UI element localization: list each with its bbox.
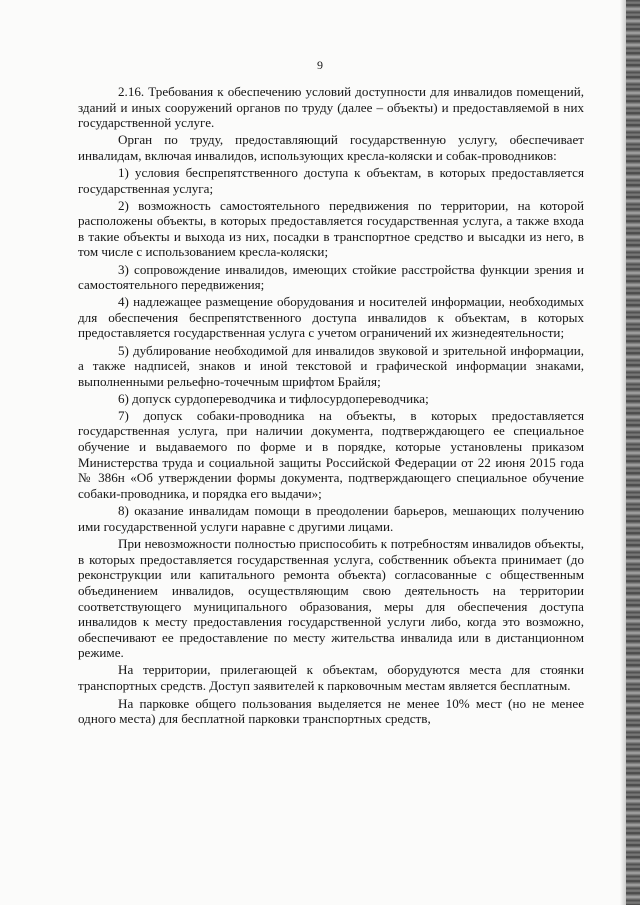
document-body bbox=[78, 84, 584, 728]
paragraph-organ: Орган по труду, предоставляющий государственную услугу, обеспечивает инвалидам, включая инвалидов, использующих кресла-коляски и собак-проводников: bbox=[78, 132, 584, 163]
list-item-7: 7) допуск собаки-проводника на объекты, в которых предоставляется государственная услуга, при наличии документа, подтверждающего ее специальное обучение и выдаваемого по форме и в порядке, которые установлены приказом Министерства труда и социальной защиты Российской Федерации от 22 июня 2015 года № 386н «Об утверждении формы документа, подтверждающего специальное обучение собаки-проводника, и порядка его выдачи»; bbox=[78, 407, 584, 501]
paragraph-parking-quota: На парковке общего пользования выделяется не менее 10% мест (но не менее одного места) для бесплатной парковки транспортных средств, bbox=[78, 695, 584, 727]
list-item-2: 2) возможность самостоятельного передвижения по территории, на которой расположены объекты, в которых предоставляется государственная услуга, а также входа в такие объекты и выхода из них, посадки в транспортное средство и высадки из него, в том числе с использованием кресла-коляски; bbox=[78, 197, 584, 260]
list-item-8: 8) оказание инвалидам помощи в преодолении барьеров, мешающих получению ими государственной услуги наравне с другими лицами. bbox=[78, 502, 584, 534]
list-item-1: 1) условия беспрепятственного доступа к объектам, в которых предоставляется государственная услуга; bbox=[78, 164, 584, 196]
page-number: 9 bbox=[317, 58, 323, 72]
list-item-3: 3) сопровождение инвалидов, имеющих стойкие расстройства функции зрения и самостоятельного передвижения; bbox=[78, 261, 584, 293]
paragraph-impossibility: При невозможности полностью приспособить к потребностям инвалидов объекты, в которых предоставляется государственная услуга, собственник объекта принимает (до реконструкции или капитального ремонта объекта) согласованные с общественным объединением инвалидов, осуществляющим свою деятельность на территории соответствующего муниципального образования, меры для обеспечения доступа инвалидов к месту предоставления государственной услуги либо, когда это возможно, обеспечивают ее предоставление по месту жительства инвалида или в дистанционном режиме. bbox=[78, 536, 584, 661]
list-item-4: 4) надлежащее размещение оборудования и носителей информации, необходимых для обеспечения беспрепятственного доступа инвалидов к объектам, в которых предоставляется государственная услуга с учетом ограничений их жизнедеятельности; bbox=[78, 294, 584, 341]
paragraph-2-16: 2.16. Требования к обеспечению условий доступности для инвалидов помещений, зданий и иных сооружений органов по труду (далее – объекты) и предоставляемой в них государственной услуге. bbox=[78, 84, 584, 131]
list-item-5: 5) дублирование необходимой для инвалидов звуковой и зрительной информации, а также надписей, знаков и иной текстовой и графической информации знаками, выполненными рельефно-точечным шрифтом Брайля; bbox=[78, 342, 584, 389]
scan-border bbox=[626, 0, 640, 905]
paragraph-parking-area: На территории, прилегающей к объектам, оборудуются места для стоянки транспортных средств. Доступ заявителей к парковочным местам является бесплатным. bbox=[78, 662, 584, 693]
list-item-6: 6) допуск сурдопереводчика и тифлосурдопереводчика; bbox=[118, 390, 429, 406]
